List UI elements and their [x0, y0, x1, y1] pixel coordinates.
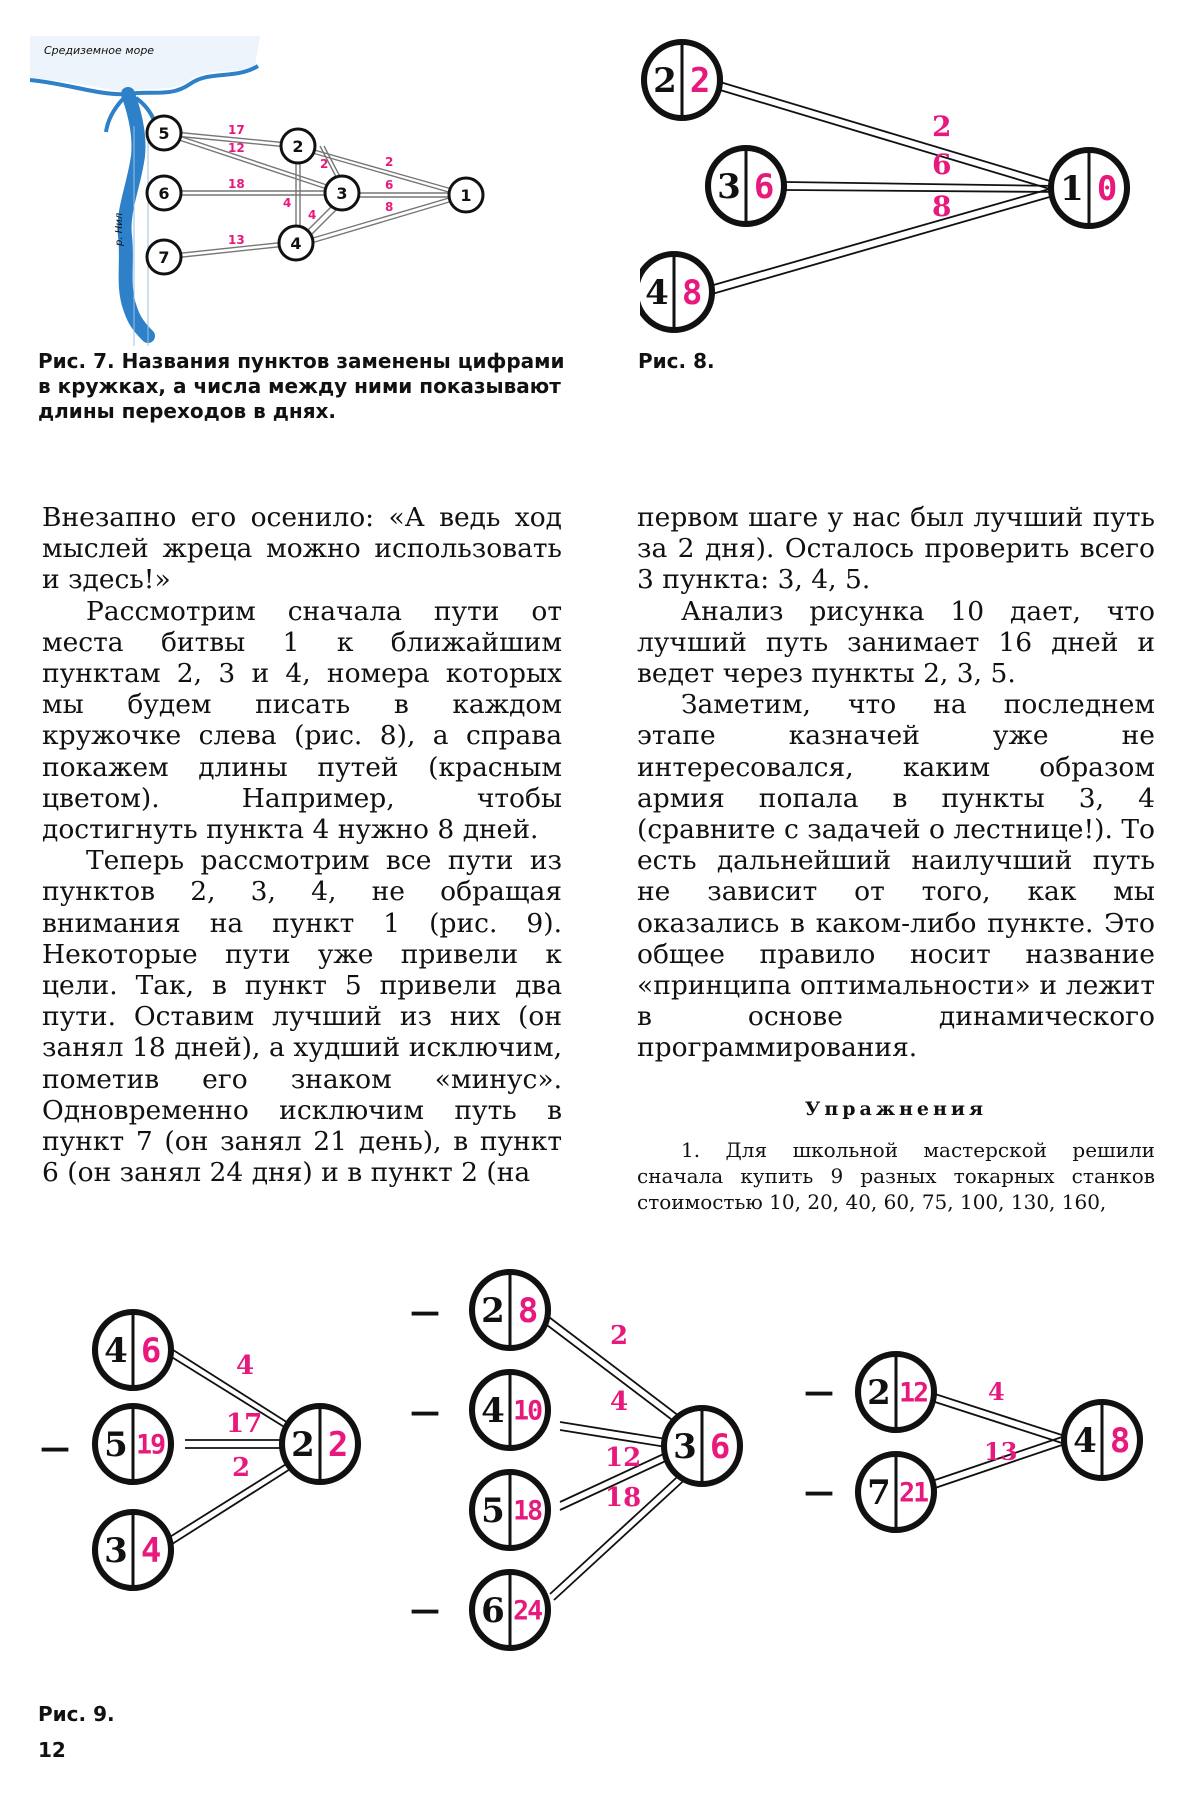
node-cost: 21 [899, 1477, 928, 1509]
nile-river [125, 94, 148, 336]
paragraph: Теперь рассмотрим все пути из пунктов 2, 3, 4, не обращая внимания на пункт 1 (рис. 9). Некоторые пути уже привели к цели. Так, в пункт 5 привели два пути. Оставим лучший из них (он занял 18 дней), а худший исключим, пометив его знаком «минус». Одновременно исключим путь в пункт 7 (он занял 21 день), в пункт 6 (он занял 24 дня) и в пункт 2 (на [42, 845, 562, 1189]
edge-label: 4 [988, 1377, 1005, 1406]
split-node [95, 1512, 171, 1588]
split-node [858, 1354, 934, 1430]
minus-mark: — [804, 1375, 834, 1410]
figure-9 [20, 1210, 1190, 1680]
edge-label: 12 [228, 141, 245, 155]
node-number: 6 [158, 184, 170, 203]
node-cost: 6 [753, 167, 773, 208]
node-cost: 4 [140, 1531, 160, 1572]
paragraph: Рассмотрим сначала пути от места битвы 1 к ближайшим пунктам 2, 3 и 4, номера которых мы будем писать в каждом кружочке слева (рис. 8), а справа покажем длины путей (красным цветом). Например, чтобы достигнуть пункта 4 нужно 8 дней. [42, 595, 562, 846]
edge-label: 8 [932, 190, 952, 223]
node-cost: 2 [689, 61, 709, 102]
node-cost: 8 [1109, 1421, 1129, 1462]
split-node [472, 1572, 548, 1648]
edge-label: 2 [610, 1321, 629, 1351]
node-cost: 8 [681, 273, 701, 314]
edge-label: 2 [932, 110, 952, 143]
figure-8-nodes [640, 42, 1127, 330]
node-number: 3 [336, 184, 348, 203]
map-node [279, 226, 313, 260]
edge-label: 6 [385, 178, 394, 192]
node-number: 3 [673, 1427, 697, 1468]
figure-8-edge-labels [932, 110, 951, 223]
node-number: 2 [291, 1425, 315, 1466]
node-cost: 24 [513, 1595, 542, 1627]
node-cost: 8 [517, 1291, 537, 1332]
edge-label: 4 [283, 196, 292, 210]
node-number: 2 [653, 61, 677, 102]
node-number: 2 [481, 1291, 505, 1332]
exercise-1: 1. Для школьной мастерской решили сначала купить 9 разных токарных станков стоимостью 10, 20, 40, 60, 75, 100, 130, 160, [637, 1137, 1155, 1214]
exercises-heading: Упражнения [804, 1097, 988, 1120]
edge-label: 4 [610, 1387, 629, 1417]
node-number: 5 [104, 1425, 128, 1466]
node-number: 2 [292, 137, 304, 156]
node-number: 1 [1060, 169, 1084, 210]
edge-label: 17 [226, 1409, 263, 1439]
edge-label: 4 [236, 1351, 255, 1381]
minus-mark: — [40, 1431, 70, 1466]
edge-label: 17 [228, 123, 245, 137]
paragraph: Анализ рисунка 10 дает, что лучший путь занимает 16 дней и ведет через пункты 2, 3, 5. [637, 595, 1155, 690]
figure-7-caption: Рис. 7. Названия пунктов заменены цифрами в кружках, а числа между ними показывают длины переходов в днях. [38, 349, 565, 423]
node-number: 4 [481, 1391, 505, 1432]
node-cost: 10 [513, 1395, 542, 1427]
minus-mark: — [804, 1475, 834, 1510]
node-cost: 0 [1096, 169, 1116, 210]
river-label: р. Нил [114, 212, 125, 246]
map-node [147, 116, 181, 150]
left-column [42, 502, 562, 1188]
page-number: 12 [38, 1738, 66, 1762]
minus-mark: — [410, 1295, 440, 1330]
edge-label: 13 [984, 1437, 1018, 1466]
edge-label: 4 [308, 208, 317, 222]
edge-label: 18 [605, 1483, 642, 1513]
figure-7-map [30, 36, 570, 366]
figure-8 [640, 36, 1180, 386]
split-node [708, 148, 784, 224]
edge-label: 2 [385, 155, 394, 169]
map-node [325, 176, 359, 210]
split-node [472, 1272, 548, 1348]
figure-9-group-b-edge-labels [605, 1321, 641, 1513]
split-node [95, 1312, 171, 1388]
minus-mark: — [410, 1395, 440, 1430]
node-number: 5 [481, 1491, 505, 1532]
map-node [449, 178, 483, 212]
paragraph: Заметим, что на последнем этапе казначей уже не интересовался, каким образом армия попала в пункты 3, 4 (сравните с задачей о лестнице!). То есть дальнейший наилучший путь не зависит от того, как мы оказались в каком-либо пункте. Это общее правило носит название «принципа оптимальности» и лежит в основе динамического программирования. [637, 689, 1155, 1064]
node-cost: 6 [709, 1427, 729, 1468]
figure-8-caption: Рис. 8. [638, 349, 715, 373]
split-node [858, 1454, 934, 1530]
node-number: 2 [867, 1373, 891, 1414]
split-node [1064, 1402, 1140, 1478]
paragraph: первом шаге у нас был лучший путь за 2 дня). Осталось проверить всего 3 пункта: 3, 4, 5. [637, 502, 1155, 596]
edge-label: 2 [232, 1453, 251, 1483]
split-node [95, 1406, 171, 1482]
map-node [147, 176, 181, 210]
node-cost: 19 [136, 1429, 165, 1461]
split-node [472, 1472, 548, 1548]
split-node [644, 42, 720, 118]
sea-label: Средиземное море [44, 44, 155, 57]
minus-mark: — [410, 1593, 440, 1628]
node-cost: 18 [513, 1495, 542, 1527]
node-number: 7 [867, 1473, 891, 1514]
edge-label: 6 [932, 148, 952, 181]
right-column [637, 502, 1155, 1215]
node-number: 7 [158, 248, 170, 267]
split-node [282, 1406, 358, 1482]
edge-label: 8 [385, 200, 394, 214]
split-node [664, 1408, 740, 1484]
node-number: 6 [481, 1591, 505, 1632]
figure-9-group-a [95, 1312, 358, 1588]
map-node [147, 240, 181, 274]
node-number: 4 [1073, 1421, 1097, 1462]
edge-label: 18 [228, 177, 245, 191]
paragraph: Внезапно его осенило: «А ведь ход мыслей жреца можно использовать и здесь!» [42, 502, 562, 596]
node-number: 3 [717, 167, 741, 208]
map-node [281, 129, 315, 163]
node-number: 4 [645, 273, 669, 314]
node-number: 4 [290, 234, 302, 253]
node-cost: 12 [899, 1377, 928, 1409]
figure-9-caption: Рис. 9. [38, 1702, 115, 1726]
split-node [640, 254, 712, 330]
figure-9-group-c-edge-labels [984, 1377, 1017, 1466]
figure-9-group-a-edge-labels [226, 1351, 262, 1483]
edge-label: 2 [320, 157, 329, 171]
node-number: 3 [104, 1531, 128, 1572]
node-cost: 6 [140, 1331, 160, 1372]
edge-label: 13 [228, 233, 245, 247]
node-number: 5 [158, 124, 170, 143]
node-number: 4 [104, 1331, 128, 1372]
node-number: 1 [460, 186, 472, 205]
split-node [1051, 150, 1127, 226]
edge-label: 12 [605, 1443, 642, 1473]
node-cost: 2 [327, 1425, 347, 1466]
split-node [472, 1372, 548, 1448]
